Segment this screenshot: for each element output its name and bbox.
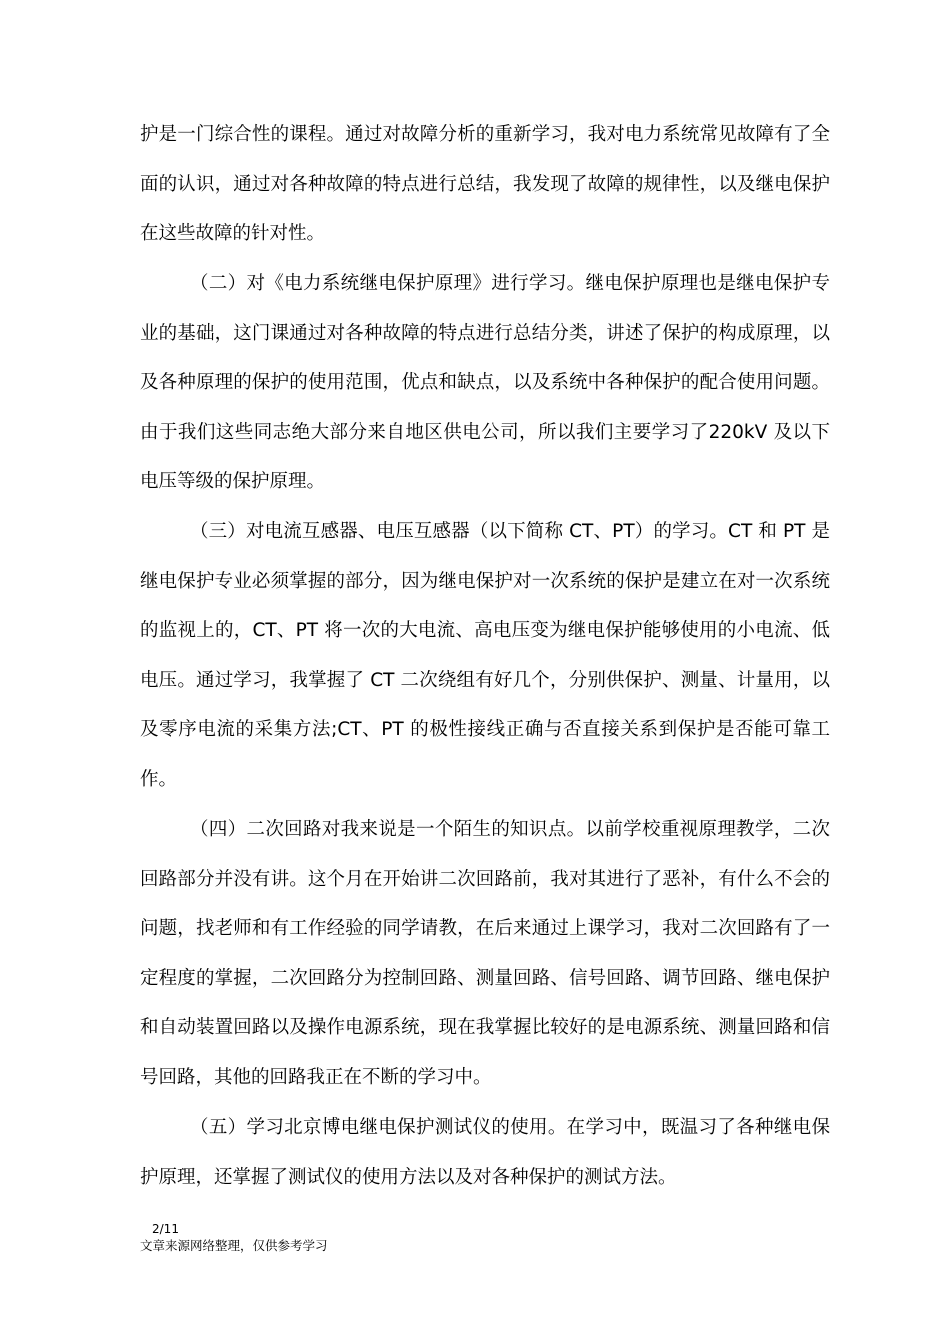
footer-note: 文章来源网络整理，仅供参考学习 bbox=[140, 1238, 328, 1253]
page-number: 2/11 bbox=[152, 1222, 179, 1236]
paragraph-continued: 护是一门综合性的课程。通过对故障分析的重新学习，我对电力系统常见故障有了全面的认识，通过对各种故障的特点进行总结，我发现了故障的规律性，以及继电保护在这些故障的针对性。 bbox=[140, 124, 830, 245]
paragraph-section-4: （四）二次回路对我来说是一个陌生的知识点。以前学校重视原理教学，二次回路部分并没有讲。这个月在开始讲二次回路前，我对其进行了恶补，有什么不会的问题，找老师和有工作经验的同学请教，在后来通过上课学习，我对二次回路有了一定程度的掌握，二次回路分为控制回路、测量回路、信号回路、调节回路、继电保护和自动装置回路以及操作电源系统，现在我掌握比较好的是电源系统、测量回路和信号回路，其他的回路我正在不断的学习中。 bbox=[140, 819, 830, 1088]
paragraph-section-3: （三）对电流互感器、电压互感器（以下简称 CT、PT）的学习。CT 和 PT 是继电保护专业必须掌握的部分，因为继电保护对一次系统的保护是建立在对一次系统的监视上的，CT、PT 将一次的大电流、高电压变为继电保护能够使用的小电流、低电压。通过学习，我掌握了 CT 二次绕组有好几个，分别供保护、测量、计量用，以及零序电流的采集方法;CT、PT 的极性接线正确与否直接关系到保护是否能可靠工作。 bbox=[140, 521, 830, 790]
paragraph-section-2: （二）对《电力系统继电保护原理》进行学习。继电保护原理也是继电保护专业的基础，这门课通过对各种故障的特点进行总结分类，讲述了保护的构成原理，以及各种原理的保护的使用范围，优点和缺点，以及系统中各种保护的配合使用问题。由于我们这些同志绝大部分来自地区供电公司，所以我们主要学习了220kV 及以下电压等级的保护原理。 bbox=[140, 273, 830, 493]
paragraph-section-5: （五）学习北京博电继电保护测试仪的使用。在学习中，既温习了各种继电保护原理，还掌握了测试仪的使用方法以及对各种保护的测试方法。 bbox=[140, 1117, 830, 1188]
